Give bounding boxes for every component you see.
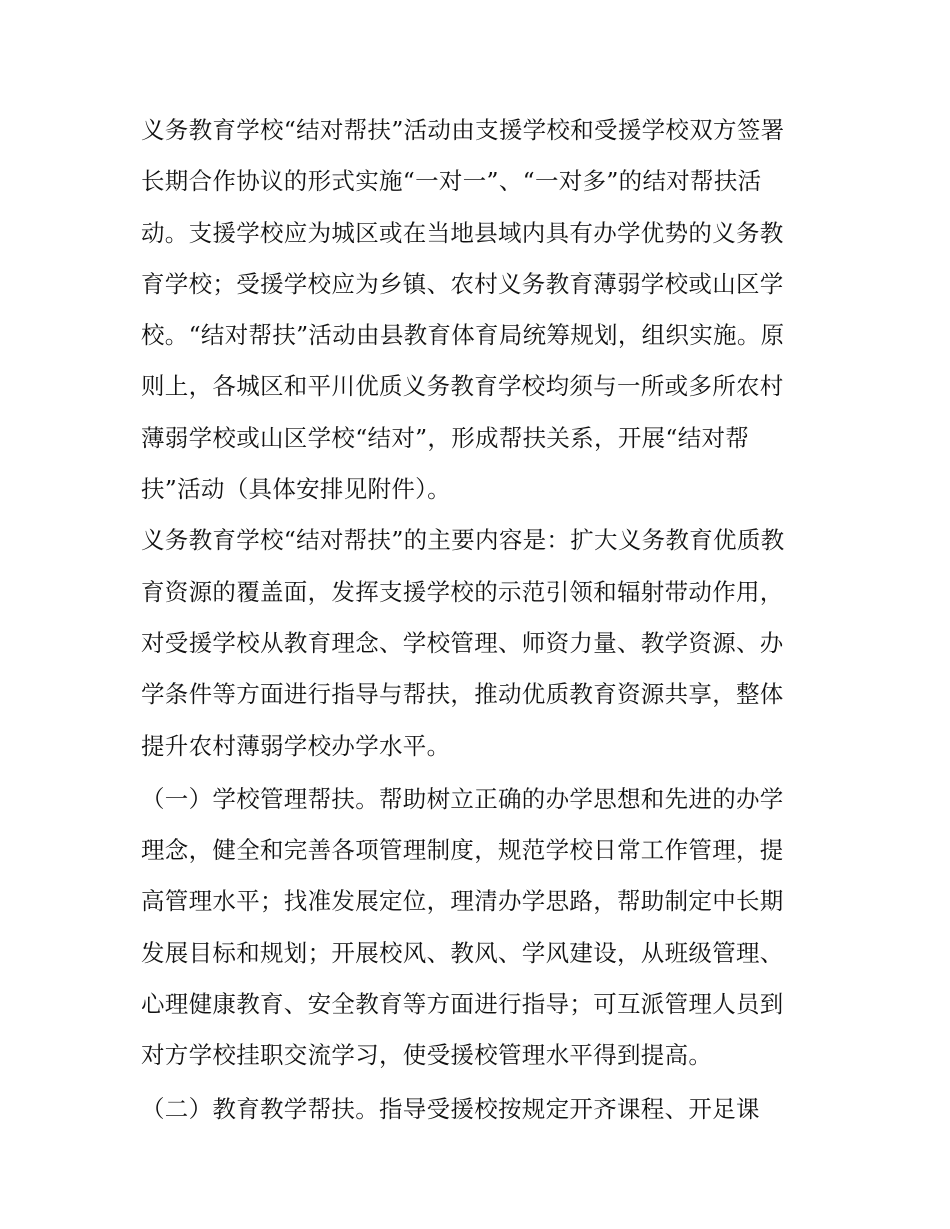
text-line: 学条件等方面进行指导与帮扶，推动优质教育资源共享，整体 [141, 680, 784, 709]
text-line: 义务教育学校“结对帮扶”活动由支援学校和受援学校双方签署 [141, 116, 785, 144]
text-line: 则上，各城区和平川优质义务教育学校均须与一所或多所农村 [141, 372, 784, 401]
text-line: 发展目标和规划；开展校风、教风、学风建设，从班级管理、 [141, 938, 784, 967]
text-line: 心理健康教育、安全教育等方面进行指导；可互派管理人员到 [141, 990, 784, 1019]
text-line: 动。支援学校应为城区或在当地县域内具有办学优势的义务教 [141, 218, 784, 247]
text-line: 对受援学校从教育理念、学校管理、师资力量、教学资源、办 [141, 628, 784, 657]
text-line: 校。“结对帮扶”活动由县教育体育局统筹规划，组织实施。原 [141, 321, 785, 350]
text-line: 薄弱学校或山区学校“结对”，形成帮扶关系，开展“结对帮 [141, 423, 750, 452]
paragraph-teaching-support [141, 1087, 821, 1138]
text-line: 高管理水平；找准发展定位，理清办学思路，帮助制定中长期 [141, 887, 784, 916]
text-line: 提升农村薄弱学校办学水平。 [141, 731, 451, 760]
paragraph-pairing-overview [141, 108, 821, 518]
text-line: 扶”活动（具体安排见附件）。 [141, 475, 451, 504]
text-line: （二）教育教学帮扶。指导受援校按规定开齐课程、开足课 [141, 1094, 760, 1123]
text-line: 义务教育学校“结对帮扶”的主要内容是：扩大义务教育优质教 [141, 526, 785, 555]
text-line: 育资源的覆盖面，发挥支援学校的示范引领和辐射带动作用， [141, 577, 784, 606]
text-line: 育学校；受援学校应为乡镇、农村义务教育薄弱学校或山区学 [141, 269, 784, 298]
paragraph-main-content [141, 518, 821, 774]
text-line: 理念，健全和完善各项管理制度，规范学校日常工作管理，提 [141, 836, 784, 865]
text-line: 对方学校挂职交流学习，使受援校管理水平得到提高。 [141, 1041, 713, 1070]
document-body [141, 108, 821, 1138]
text-line: （一）学校管理帮扶。帮助树立正确的办学思想和先进的办学 [141, 784, 784, 813]
text-line: 长期合作协议的形式实施“一对一”、“一对多”的结对帮扶活 [141, 167, 762, 196]
paragraph-school-management [141, 777, 821, 1085]
